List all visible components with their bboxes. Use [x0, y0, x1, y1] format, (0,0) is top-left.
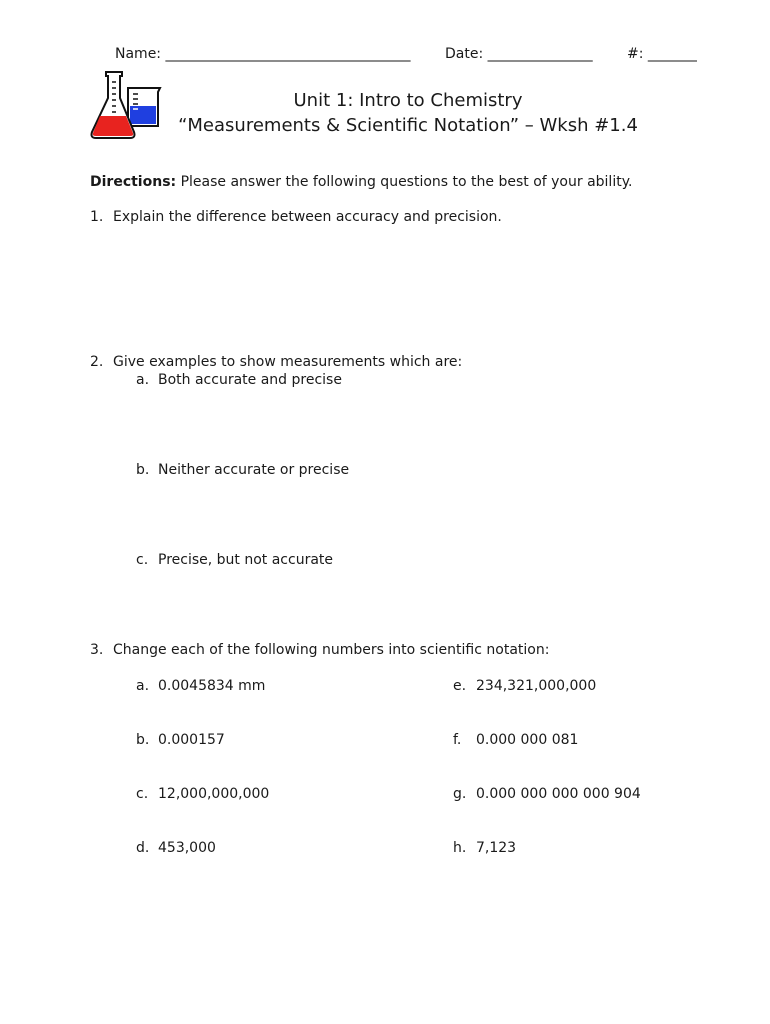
q3-item-letter: d. [136, 840, 150, 856]
date-field: Date: _______________ [445, 46, 593, 62]
question-3-number: 3. [90, 642, 104, 658]
worksheet-subtitle: “Measurements & Scientific Notation” – Wksh #1.4 [178, 115, 638, 136]
q3-item-letter: b. [136, 732, 150, 748]
q3-item-letter: h. [453, 840, 467, 856]
q3-item-value: 234,321,000,000 [476, 678, 597, 694]
q3-item-letter: g. [453, 786, 467, 802]
q3-item-letter: a. [136, 678, 150, 694]
question-2-text: Give examples to show measurements which are: [113, 354, 463, 370]
question-2-number: 2. [90, 354, 104, 370]
name-field: Name: ___________________________________ [115, 46, 411, 62]
question-1-text: Explain the difference between accuracy and precision. [113, 209, 502, 225]
q3-item-letter: f. [453, 732, 462, 748]
question-2b-text: Neither accurate or precise [158, 462, 350, 478]
worksheet-title: Unit 1: Intro to Chemistry [293, 90, 523, 111]
question-1-number: 1. [90, 209, 104, 225]
q3-item-value: 0.000 000 081 [476, 732, 579, 748]
question-2a-letter: a. [136, 372, 150, 388]
q3-item-value: 12,000,000,000 [158, 786, 270, 802]
q3-item-value: 0.000157 [158, 732, 225, 748]
q3-item-value: 7,123 [476, 840, 517, 856]
question-2c-text: Precise, but not accurate [158, 552, 334, 568]
question-3-text: Change each of the following numbers into scientific notation: [113, 642, 550, 658]
directions-text: Please answer the following questions to the best of your ability. [180, 174, 633, 190]
directions [90, 174, 632, 190]
q3-item-letter: c. [136, 786, 149, 802]
question-2b-letter: b. [136, 462, 150, 478]
directions-label: Directions: [90, 174, 177, 190]
question-2c-letter: c. [136, 552, 149, 568]
q3-item-value: 0.000 000 000 000 904 [476, 786, 641, 802]
q3-item-value: 0.0045834 mm [158, 678, 266, 694]
q3-item-letter: e. [453, 678, 467, 694]
q3-item-value: 453,000 [158, 840, 216, 856]
number-field: #: _______ [627, 46, 697, 62]
question-2a-text: Both accurate and precise [158, 372, 342, 388]
